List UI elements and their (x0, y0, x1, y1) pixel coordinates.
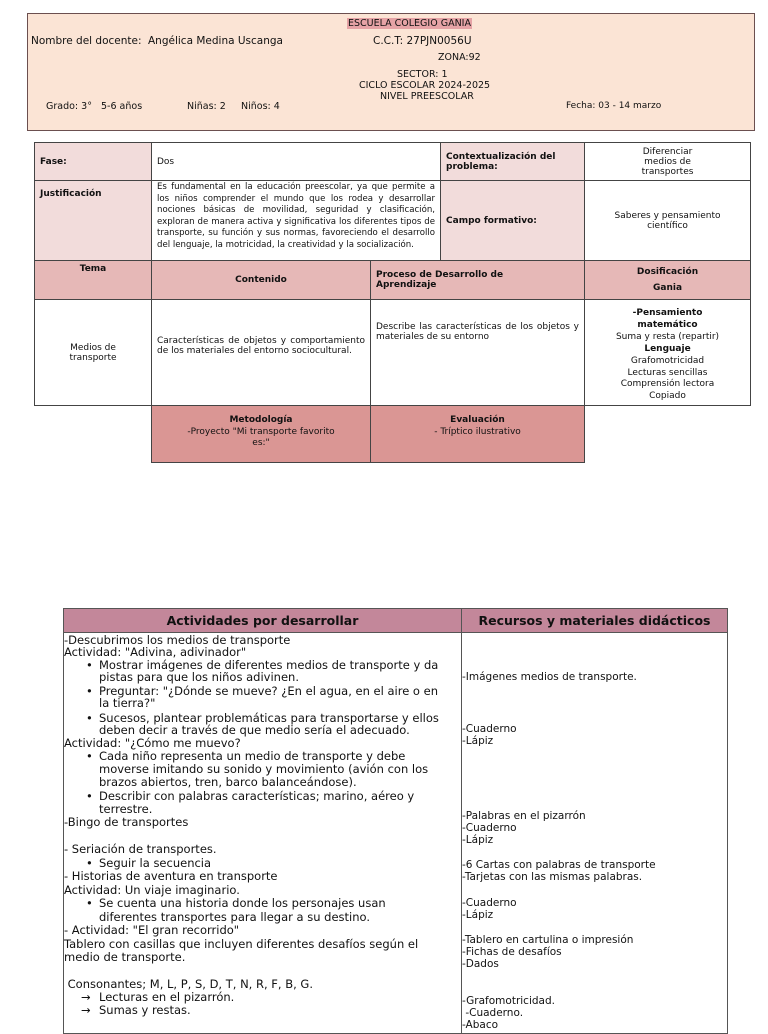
campo-value: Saberes y pensamiento científico (585, 181, 751, 261)
dos-item: Lecturas sencillas (627, 367, 708, 378)
bullet-item: • Seguir la secuencia (99, 857, 211, 869)
dos-item: Comprensión lectora (620, 379, 715, 390)
activity-line: Consonantes; M, L, P, S, D, T, N, R, F, B, G. (64, 977, 313, 991)
empty-cell (585, 406, 751, 463)
ciclo-escolar: CICLO ESCOLAR 2024-2025 (359, 80, 491, 91)
bullet-item: diferentes transportes para llegar a su destino. (99, 910, 371, 924)
resource-item: -Fichas de desafíos (462, 946, 562, 958)
bullet-item: deben decir a través de que medio sería el adecuado. (99, 723, 410, 737)
resource-item: -Grafomotricidad. (462, 995, 555, 1007)
activity-line: -Bingo de transportes (64, 815, 189, 829)
dosificacion-label: Dosificación (636, 267, 699, 277)
fecha: Fecha: 03 - 14 marzo (566, 101, 662, 111)
arrow-item: → Lecturas en el pizarrón. (99, 991, 234, 1003)
contexto-value: Diferenciar medios de transportes (585, 143, 751, 181)
fase-value: Dos (152, 143, 441, 181)
activity-line: - Historias de aventura en transporte (64, 869, 278, 883)
resource-item: -Cuaderno (462, 723, 517, 735)
empty-cell (35, 406, 152, 463)
tema-value: Medios de transporte (35, 300, 152, 406)
resource-item: -Dados (462, 958, 499, 970)
arrow-item: → Sumas y restas. (99, 1004, 191, 1016)
nivel: NIVEL PREESCOLAR (380, 91, 474, 102)
dosificacion-sub: Gania (653, 283, 683, 293)
ninos-count: Niños: 4 (241, 101, 280, 112)
activity-line: - Seriación de transportes. (64, 842, 217, 856)
resource-item: -Tablero en cartulina o impresión (462, 934, 634, 946)
bullet-item: moverse imitando su sonido y movimiento (avión con los (99, 762, 429, 776)
dosificacion-list (585, 300, 751, 406)
activities-table (63, 608, 728, 1034)
justificacion-text: Es fundamental en la educación preescolar, ya que permite a los niños comprender el mundo que los rodea y desarrollar nociones básicas de movilidad, seguridad y clasificación, exploran de manera activa y significativa los diferentes tipos de transporte, su función y sus normas, favoreciendo el desarrollo del lenguaje, la motricidad, la creatividad y la socialización. (152, 181, 441, 261)
pda-value: Describe las características de los objetos y materiales de su entorno (371, 300, 585, 406)
dos-item: Suma y resta (repartir) (615, 331, 720, 342)
planning-table (34, 142, 751, 463)
resource-item: -Lápiz (462, 735, 494, 747)
teacher-name: Angélica Medina Uscanga (148, 35, 283, 47)
teacher-label: Nombre del docente: (31, 35, 142, 47)
activities-header: Actividades por desarrollar (64, 609, 462, 633)
evaluacion-value: - Tríptico ilustrativo (434, 426, 521, 437)
activity-line: Actividad: "¿Cómo me muevo? (64, 736, 241, 750)
resource-item: -Cuaderno (462, 897, 517, 909)
activity-line: Actividad: "Adivina, adivinador" (64, 645, 247, 659)
activity-line: Tablero con casillas que incluyen diferentes desafíos según el (64, 937, 419, 951)
resources-header: Recursos y materiales didácticos (462, 609, 728, 633)
resource-item: -Palabras en el pizarrón (462, 810, 586, 822)
bullet-item: brazos abiertos, tren, barco balanceándose). (99, 775, 357, 789)
resource-item: -Tarjetas con las mismas palabras. (462, 871, 643, 883)
contexto-label: Contextualización del problema: (441, 143, 585, 181)
dos-title-math: -Pensamiento matemático (632, 308, 703, 330)
campo-label: Campo formativo: (441, 181, 585, 261)
bullet-item: • Sucesos, plantear problemáticas para transportarse y ellos (99, 712, 439, 724)
edad: 5-6 años (101, 101, 143, 112)
cct-code: C.C.T: 27PJN0056U (373, 35, 472, 47)
school-name: ESCUELA COLEGIO GANIA (348, 18, 471, 29)
ninas-count: Niñas: 2 (187, 101, 226, 112)
metodologia-cell (152, 406, 371, 463)
tema-header: Tema (35, 261, 152, 300)
header-box (27, 13, 755, 131)
bullet-item: la tierra?" (99, 696, 156, 710)
contenido-value: Características de objetos y comportamiento de los materiales del entorno sociocultural. (152, 300, 371, 406)
metodologia-value: -Proyecto "Mi transporte favorito es:" (187, 426, 335, 448)
dos-item: Grafomotricidad (630, 355, 705, 366)
contenido-header: Contenido (152, 261, 371, 300)
fase-label: Fase: (35, 143, 152, 181)
dos-item: Copiado (649, 391, 686, 402)
activity-line: Actividad: Un viaje imaginario. (64, 883, 240, 897)
bullet-item: pistas para que los niños adivinen. (99, 670, 299, 684)
metodologia-label: Metodología (229, 415, 293, 425)
resource-item: -Abaco (462, 1019, 499, 1031)
resource-item: -6 Cartas con palabras de transporte (462, 859, 656, 871)
activity-line: -Descubrimos los medios de transporte (64, 633, 291, 647)
justificacion-label: Justificación (35, 181, 152, 261)
activity-line: medio de transporte. (64, 950, 186, 964)
resource-item: -Lápiz (462, 909, 494, 921)
resource-item: -Imágenes medios de transporte. (462, 671, 637, 683)
grado: Grado: 3° (46, 101, 92, 112)
bullet-item: • Describir con palabras características; marino, aéreo y (99, 790, 414, 802)
resource-item: -Cuaderno (462, 822, 517, 834)
evaluacion-cell (371, 406, 585, 463)
resources-cell (462, 633, 728, 1034)
bullet-item: • Mostrar imágenes de diferentes medios de transporte y da (99, 659, 438, 671)
activities-cell (64, 633, 462, 1034)
pda-header: Proceso de Desarrollo de Aprendizaje (371, 261, 585, 300)
resource-item: -Lápiz (462, 834, 494, 846)
resource-item: -Cuaderno. (462, 1007, 524, 1019)
bullet-item: • Preguntar: "¿Dónde se mueve? ¿En el agua, en el aire o en (99, 685, 438, 697)
evaluacion-label: Evaluación (450, 415, 505, 425)
sector: SECTOR: 1 (397, 69, 448, 80)
zona: ZONA:92 (438, 52, 481, 63)
activity-line: - Actividad: "El gran recorrido" (64, 923, 240, 937)
dosificacion-header (585, 261, 751, 300)
dos-title-lenguaje: Lenguaje (644, 343, 691, 354)
bullet-item: • Se cuenta una historia donde los personajes usan (99, 897, 386, 909)
bullet-item: terrestre. (99, 802, 153, 816)
bullet-item: • Cada niño representa un medio de transporte y debe (99, 750, 405, 762)
